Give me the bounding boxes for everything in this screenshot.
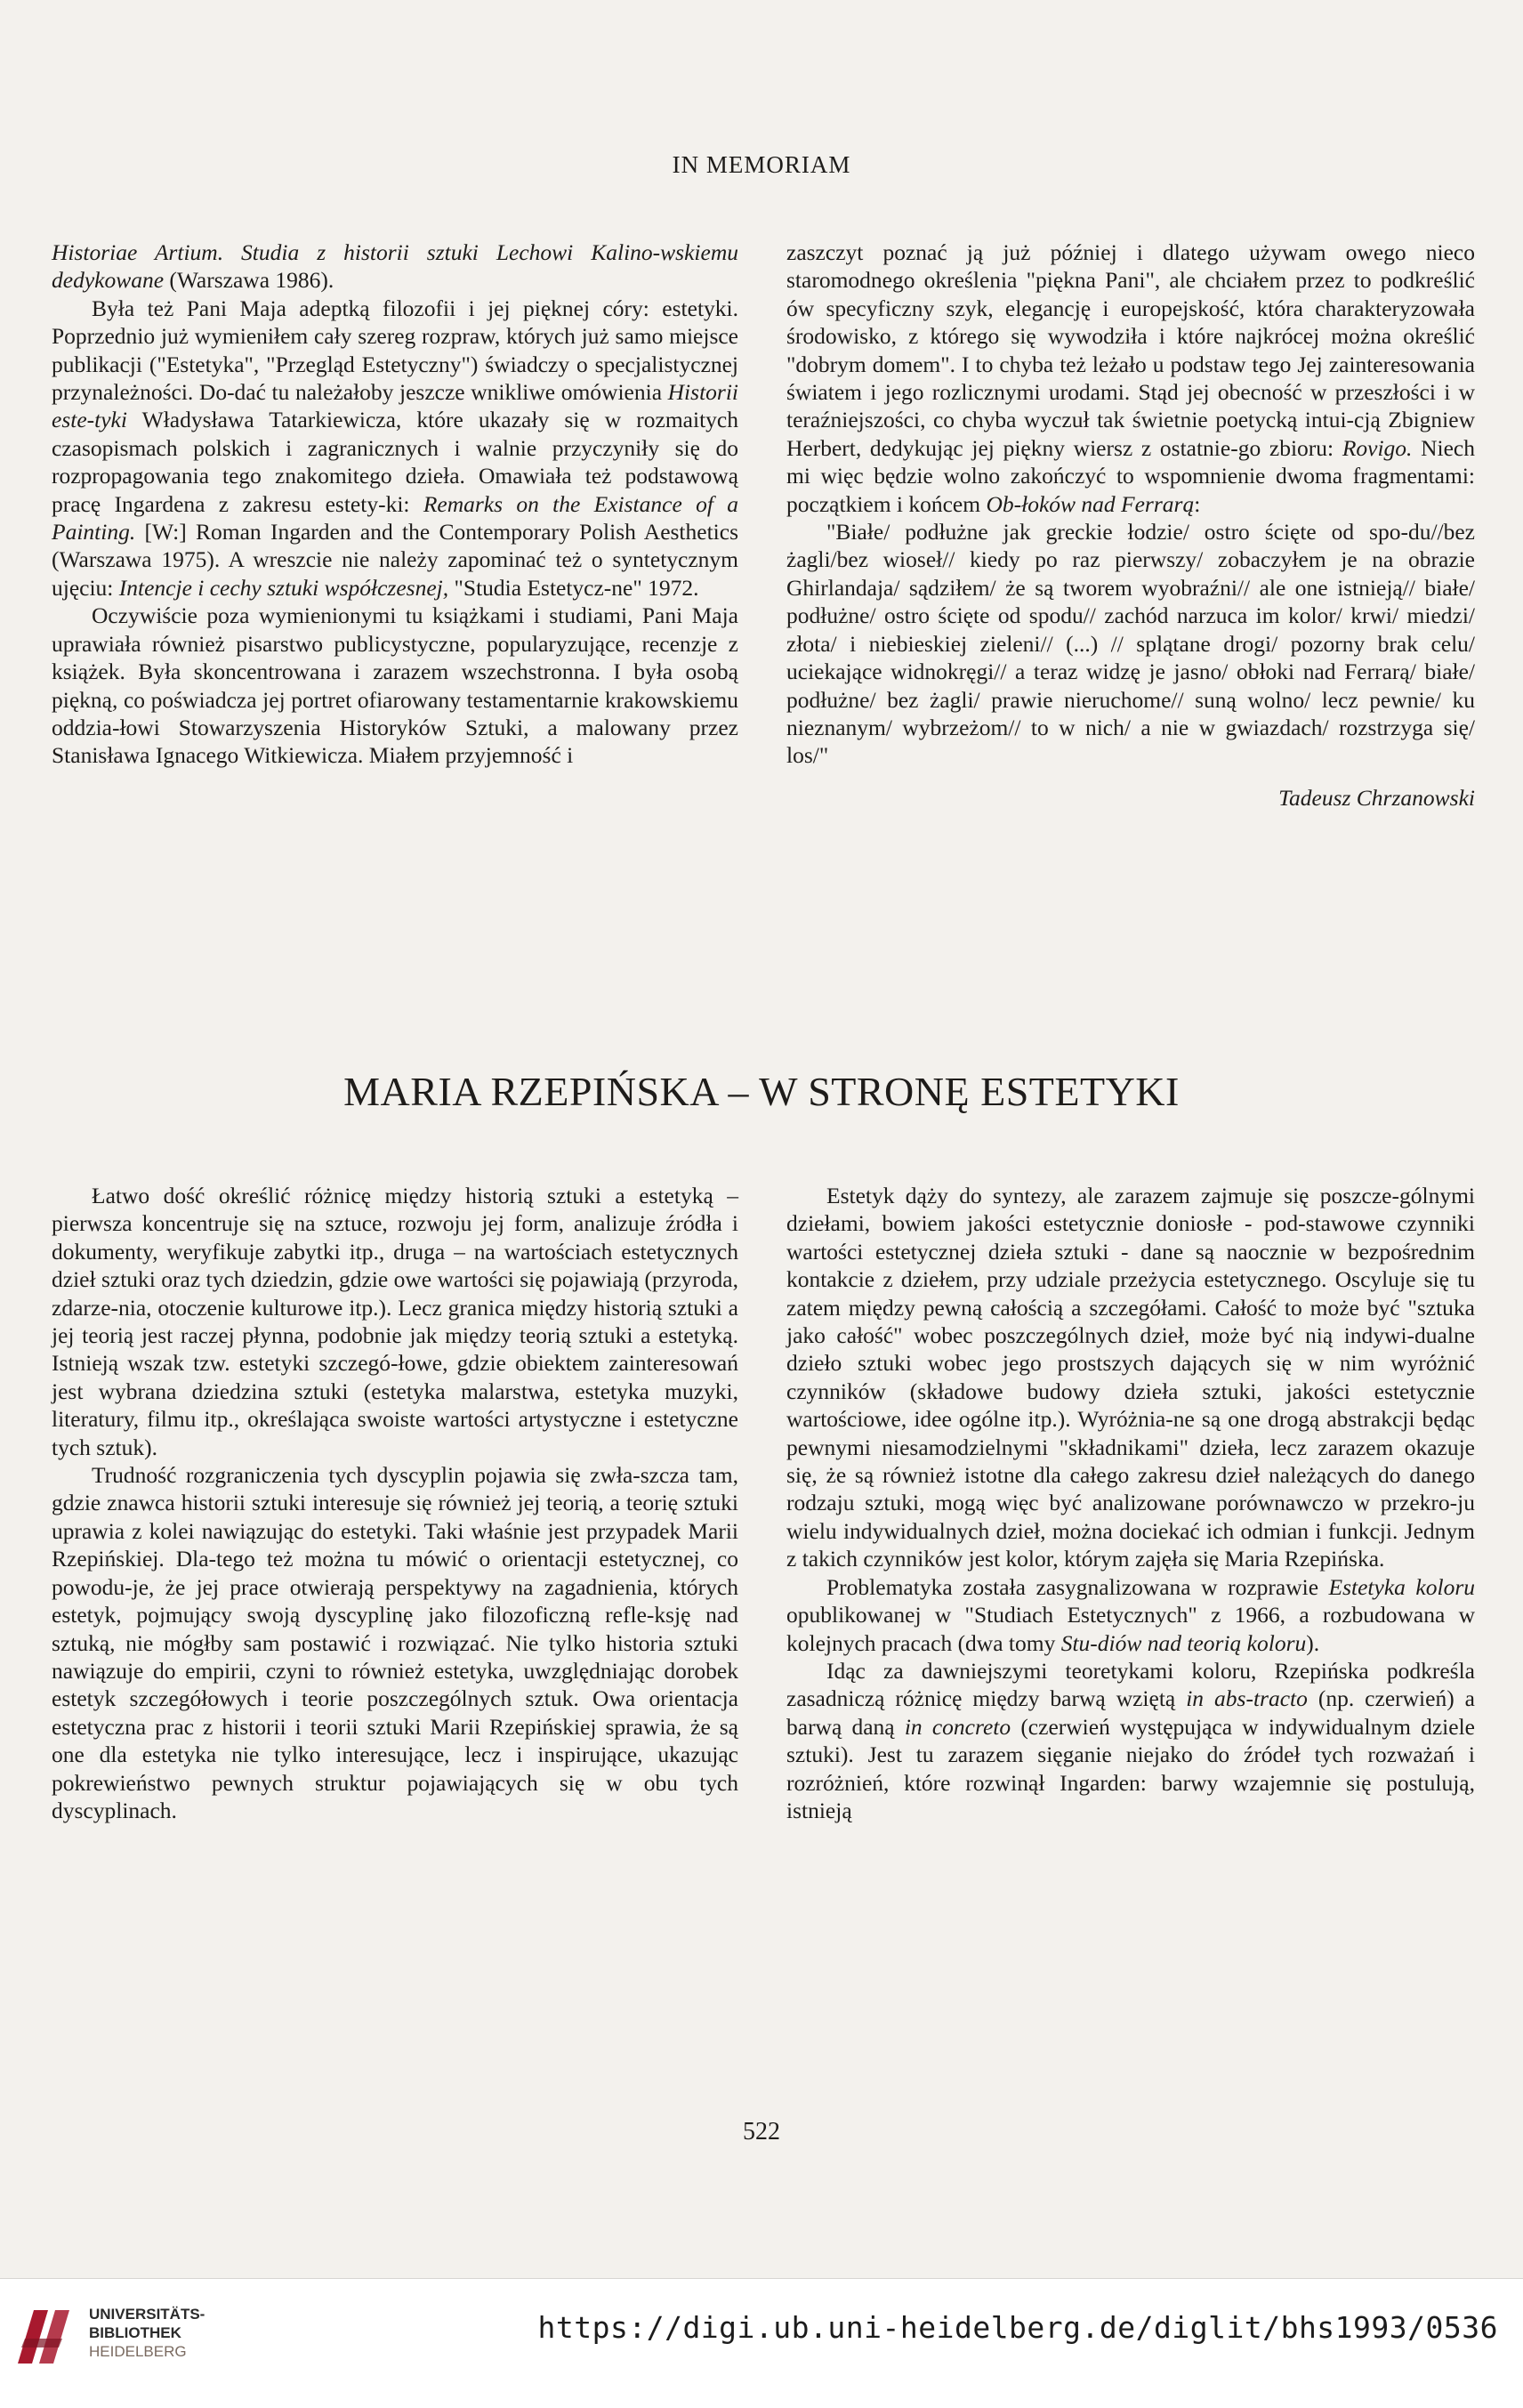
column-bottom-left xyxy=(52,1182,738,1824)
text: Idąc za dawniejszymi teoretykami koloru, Rzepińska podkreśla zasadniczą różnicę między barwą wziętą xyxy=(786,1657,1475,1712)
book-title: Historii este-tyki xyxy=(52,379,738,433)
paragraph xyxy=(786,1657,1475,1824)
library-line: BIBLIOTHEK xyxy=(89,2324,181,2341)
text: Niech mi więc będzie wolno zakończyć to wspomnienie dwoma fragmentami: początkiem i końcem xyxy=(786,434,1475,517)
book-title: Rovigo. xyxy=(1342,434,1413,461)
page-number: 522 xyxy=(743,2118,780,2145)
text: (Warszawa 1986). xyxy=(164,267,334,294)
book-title: Estetyka koloru xyxy=(1328,1573,1475,1600)
text: Problematyka została zasygnalizowana w rozprawie xyxy=(826,1573,1329,1600)
paragraph: Trudność rozgraniczenia tych dyscyplin pojawia się zwła-szcza tam, gdzie znawca historii sztuki interesuje się również jej teorią, a teorię sztuki uprawia z kolei nawiązując do estetyki. Taki właśnie jest przypadek Marii Rzepińskiej. Dla-tego też można tu mówić o orientacji estetycznej, co powodu-je, że jej prace otwierają perspektywy na zagadnienia, których estetyk, pojmujący swoją dyscyplinę jako filozoficzną refle-ksję nad sztuką, nie mógłby sam postawić i rozwiązać. Nie tylko historia sztuki nawiązuje do empirii, czyni to również estetyka, uwzględniając dorobek estetyk szczegółowych i teorie poszczególnych sztuk. Owa orientacja estetyczna prac z historii i teorii sztuki Marii Rzepińskiej sprawia, że są one dla estetyka nie tylko interesujące, lecz i inspirujące, ukazując pokrewieństwo pewnych struktur pojawiających się w obu tych dyscyplinach. xyxy=(52,1462,738,1823)
book-title: Stu-diów nad teorią koloru xyxy=(1060,1629,1307,1656)
library-line: UNIVERSITÄTS- xyxy=(89,2306,205,2323)
article-title: MARIA RZEPIŃSKA – W STRONĘ ESTETYKI xyxy=(343,1069,1180,1114)
text: ). xyxy=(1306,1629,1320,1656)
latin-term: in concreto xyxy=(904,1713,1011,1740)
paragraph xyxy=(52,295,738,602)
text: "Studia Estetycz-ne" 1972. xyxy=(448,574,699,601)
author-signature: Tadeusz Chrzanowski xyxy=(1278,784,1475,811)
paragraph xyxy=(786,1573,1475,1657)
text: Władysława Tatarkiewicza, które ukazały się w rozmaitych czasopismach polskich i zagranicznych i walnie przyczyniły się do rozpropagowania tego znakomitego dzieła. Omawiała też podstawową pracę Ingardena z zakresu estety-ki: xyxy=(52,407,738,517)
text: (czerwień występująca w indywidualnym dziele sztuki). Jest tu zarazem sięganie niejako do źródeł tych rozważań i rozróżnień, które rozwinął Ingarden: barwy wzajemnie się postulują, istnieją xyxy=(786,1713,1475,1823)
paragraph: Estetyk dąży do syntezy, ale zarazem zajmuje się poszcze-gólnymi dziełami, bowiem jakości estetycznie doniosłe - pod-stawowe czynniki wartości estetycznej dzieła sztuki - dane są naocznie w bezpośrednim kontakcie z dziełem, przy udziale przeżycia estetycznego. Oscyluje się tu zatem między pewną całością a szczegółami. Całość to może być "sztuka jako całość" wobec poszczególnych dzieł, może być nią indywi-dualne dzieło sztuki wobec jego prostszych dających się w nim wyróżnić czynników (składowe budowy dzieła sztuki, jakości estetycznie wartościowe, idee ogólne itp.). Wyróżnia-ne są one drogą abstrakcji będąc pewnymi niesamodzielnymi "składnikami" dzieła, lecz zarazem okazuje się, że są również istotne dla całego zakresu dzieł należących do danego rodzaju sztuki, mogą więc być analizowane porównawczo w przekro-ju wielu indywidualnych dzieł, można dociekać ich odmian i funkcji. Jednym z takich czynników jest kolor, którym zajęła się Maria Rzepińska. xyxy=(786,1183,1475,1572)
text: Była też Pani Maja adeptką filozofii i jej pięknej córy: estetyki. Poprzednio już wymieniłem cały szereg rozpraw, których już samo miejsce publikacji ("Estetyka", "Przegląd Estetyczny") świadczy o specjalistycznej przynależności. Do-dać tu należałoby jeszcze wnikliwe omówienia xyxy=(52,295,738,406)
column-top-right xyxy=(786,238,1475,812)
paragraph: Oczywiście poza wymienionymi tu książkami i studiami, Pani Maja uprawiała również pisarstwo publicystyczne, popularyzujące, recenzje z książek. Była skoncentrowana i zarazem wszechstronna. I była osobą piękną, co poświadcza jej portret ofiarowany testamentarnie krakowskiemu oddzia-łowi Stowarzyszenia Historyków Sztuki, a malowany przez Stanisława Ignacego Witkiewicza. Miałem przyjemność i xyxy=(52,602,738,769)
book-title: Remarks on the Existance of a Painting. xyxy=(52,490,738,545)
text: opublikowanej w "Studiach Estetycznych" z 1966, a rozbudowana w kolejnych pracach (dwa tomy xyxy=(786,1602,1475,1656)
text: (np. czerwień) a barwą daną xyxy=(786,1685,1475,1740)
university-library-logo-icon[interactable] xyxy=(12,2303,78,2369)
library-line: HEIDELBERG xyxy=(89,2343,187,2360)
poem-title: Ob-łoków nad Ferrarą xyxy=(986,490,1195,517)
running-head: IN MEMORIAM xyxy=(672,151,851,178)
book-title: Historiae Artium. Studia z historii sztuki Lechowi Kalino-wskiemu dedykowane xyxy=(52,239,738,294)
text: zaszczyt poznać ją już później i dlatego używam owego nieco staromodnego określenia "piękna Pani", ale chciałem przez to podkreślić ów specyficzny szyk, elegancję i europejskość, która charakteryzowała środowisko, z którego się wywodziła i które najkrócej można określić "dobrym domem". I to chyba też leżało u podstaw tego Jej zainteresowania światem i jego rozlicznymi urodami. Stąd jej obecność w przeszłości i w teraźniejszości, co chyba wyczuł tak świetnie poetycką intui-cją Zbigniew Herbert, dedykując jej piękny wiersz z ostatnie-go zbioru: xyxy=(786,239,1475,461)
book-title: Intencje i cechy sztuki współczesnej, xyxy=(118,574,449,601)
paragraph xyxy=(52,238,738,295)
latin-term: in abs-tracto xyxy=(1186,1685,1308,1712)
source-url-link[interactable]: https://digi.ub.uni-heidelberg.de/diglit/bhs1993/0536 xyxy=(537,2310,1498,2345)
paragraph: Łatwo dość określić różnicę między historią sztuki a estetyką – pierwsza koncentruje się na sztuce, rozwoju jej form, analizuje źródła i dokumenty, weryfikuje zabytki itp., druga – na wartościach estetycznych dzieł sztuki oraz tych dziedzin, gdzie owe wartości się pojawiają (przyroda, zdarze-nia, otoczenie kulturowe itp.). Lecz granica między historią sztuki a jej teorią jest raczej płynna, podobnie jak między teorią sztuki a estetyką. Istnieją wszak tzw. estetyki szczegó-łowe, gdzie obiektem zainteresowań jest wybrana dziedzina sztuki (estetyka malarstwa, estetyka muzyki, literatury, filmu itp., określająca swoiste wartości artystyczne i estetyczne tych sztuk). xyxy=(52,1183,738,1460)
poem-quote: "Białe/ podłużne jak greckie łodzie/ ostro ścięte od spo-du//bez żagli/bez wioseł// kiedy po raz pierwszy/ zobaczyłem je na obrazie Ghirlandaja/ sądziłem/ że są tworem wyobraźni// ale one istnieją// białe/ podłużne/ ostro ścięte od spodu// zachód narzuca im kolor/ krwi/ miedzi/ złota/ i niebieskiej zieleni// (...) // splątane drogi/ pozorny brak celu/ uciekające widnokręgi// a teraz widzę je jasno/ obłoki nad Ferrarą/ białe/ podłużne/ bez żagli/ prawie nieruchome// suną wolno/ lecz pewnie/ ku nieznanym/ wybrzeżom// to w nich/ a nie w gwiazdach/ rozstrzyga się/ los/" xyxy=(786,519,1475,769)
text: [W:] Roman Ingarden and the Contemporary Polish Aesthetics (Warszawa 1975). A wreszcie nie należy zapominać też o syntetycznym ujęciu: xyxy=(52,519,738,601)
column-top-left xyxy=(52,238,738,770)
library-name[interactable] xyxy=(89,2305,205,2361)
text: : xyxy=(1194,490,1201,517)
column-bottom-right xyxy=(786,1182,1475,1824)
paragraph xyxy=(786,238,1475,518)
